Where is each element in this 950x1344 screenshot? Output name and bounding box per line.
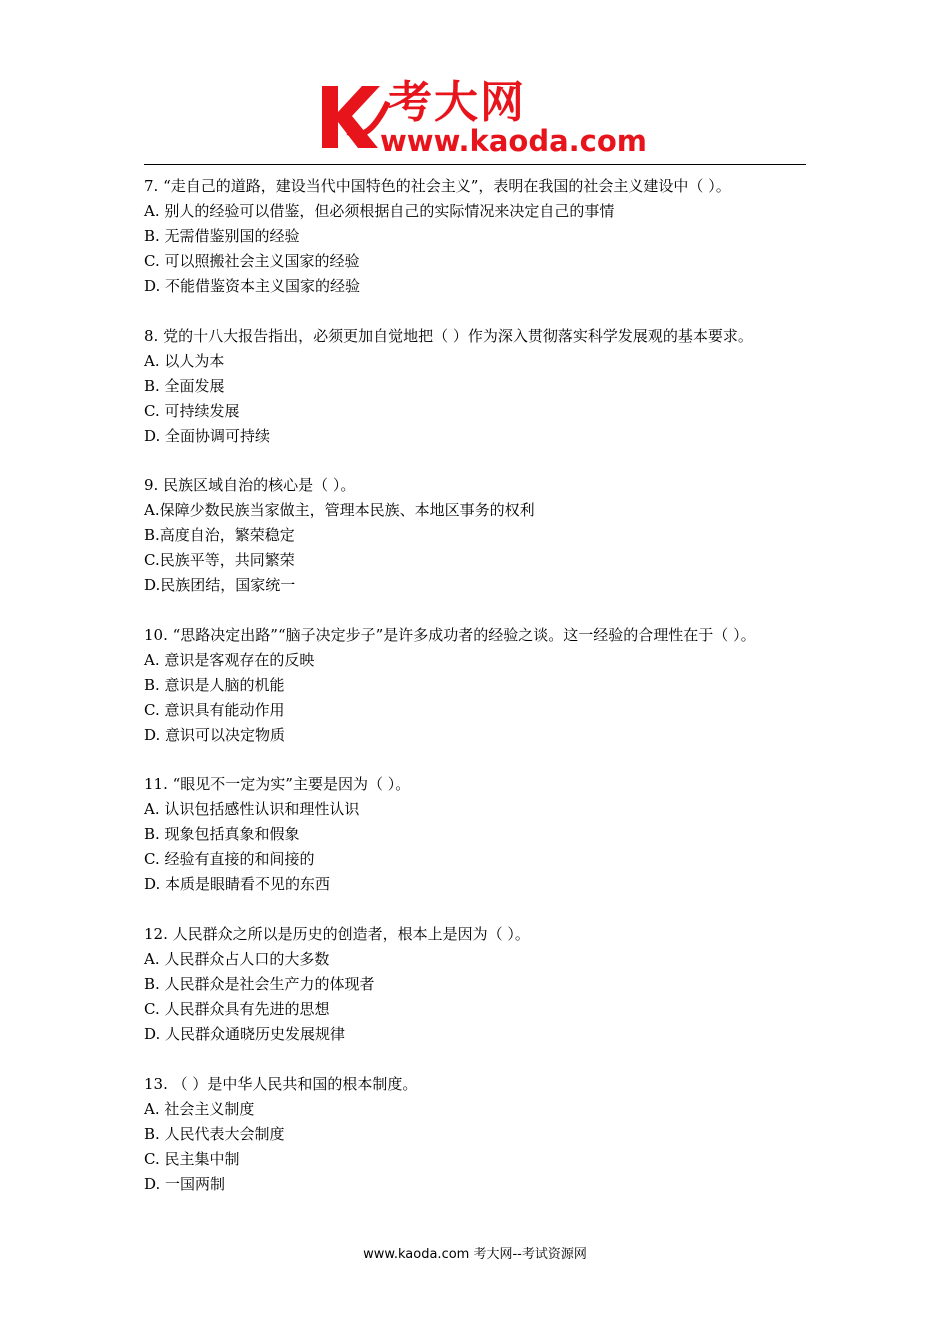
option-d: D. 意识可以决定物质 [144,725,286,744]
option-a: A. 意识是客观存在的反映 [144,650,315,669]
question-8 [144,324,810,449]
option-d: D. 不能借鉴资本主义国家的经验 [144,277,361,295]
option-c: C.民族平等，共同繁荣 [144,551,295,570]
option-c: C. 可持续发展 [144,401,240,420]
question-12 [144,922,810,1047]
option-b: B. 全面发展 [144,376,225,395]
question-text: 9. 民族区域自治的核心是（ ）。 [144,476,356,495]
option-a: A. 别人的经验可以借鉴，但必须根据自己的实际情况来决定自己的事情 [144,202,615,220]
option-c: C. 民主集中制 [144,1149,240,1168]
question-13 [144,1072,810,1197]
option-b: B.高度自治，繁荣稳定 [144,526,295,545]
question-text: 12. 人民群众之所以是历史的创造者，根本上是因为（ ）。 [144,924,530,943]
option-d: D. 本质是眼睛看不见的东西 [144,875,331,894]
option-a: A. 社会主义制度 [144,1099,255,1118]
option-d: D. 一国两制 [144,1174,226,1193]
option-c: C. 意识具有能动作用 [144,700,285,719]
question-text: 11. “眼见不一定为实”主要是因为（ ）。 [144,775,411,794]
option-d: D.民族团结，国家统一 [144,576,296,595]
option-b: B. 意识是人脑的机能 [144,675,285,694]
question-9 [144,473,810,598]
question-text: 7. “走自己的道路，建设当代中国特色的社会主义”，表明在我国的社会主义建设中（ ）。 [144,177,731,195]
question-text: 10. “思路决定出路”“脑子决定步子”是许多成功者的经验之谈。这一经验的合理性在于（ ）。 [144,625,756,644]
option-b: B. 无需借鉴别国的经验 [144,227,300,245]
question-10 [144,623,810,748]
header-divider [144,164,806,165]
page-footer: www.kaoda.com 考大网--考试资源网 [363,1247,587,1262]
logo-url-text: www.kaoda.com [380,124,647,158]
option-c: C. 经验有直接的和间接的 [144,850,315,869]
option-b: B. 现象包括真象和假象 [144,825,300,844]
option-b: B. 人民群众是社会生产力的体现者 [144,974,375,993]
option-a: A. 认识包括感性认识和理性认识 [144,800,360,819]
logo-chinese-name: 考大网 [388,77,526,128]
question-text: 8. 党的十八大报告指出，必须更加自觉地把（ ）作为深入贯彻落实科学发展观的基本要求。 [144,326,753,345]
question-text: 13. （ ）是中华人民共和国的根本制度。 [144,1074,418,1093]
question-11 [144,772,810,897]
question-7 [144,174,810,299]
option-c: C. 可以照搬社会主义国家的经验 [144,252,360,270]
option-a: A. 以人为本 [144,351,225,370]
option-d: D. 全面协调可持续 [144,426,271,445]
option-a: A. 人民群众占人口的大多数 [144,949,330,968]
option-c: C. 人民群众具有先进的思想 [144,999,330,1018]
option-b: B. 人民代表大会制度 [144,1124,285,1143]
question-list [144,174,810,1221]
option-d: D. 人民群众通晓历史发展规律 [144,1024,346,1043]
kaoda-logo [318,77,647,160]
option-a: A.保障少数民族当家做主，管理本民族、本地区事务的权利 [144,501,535,520]
